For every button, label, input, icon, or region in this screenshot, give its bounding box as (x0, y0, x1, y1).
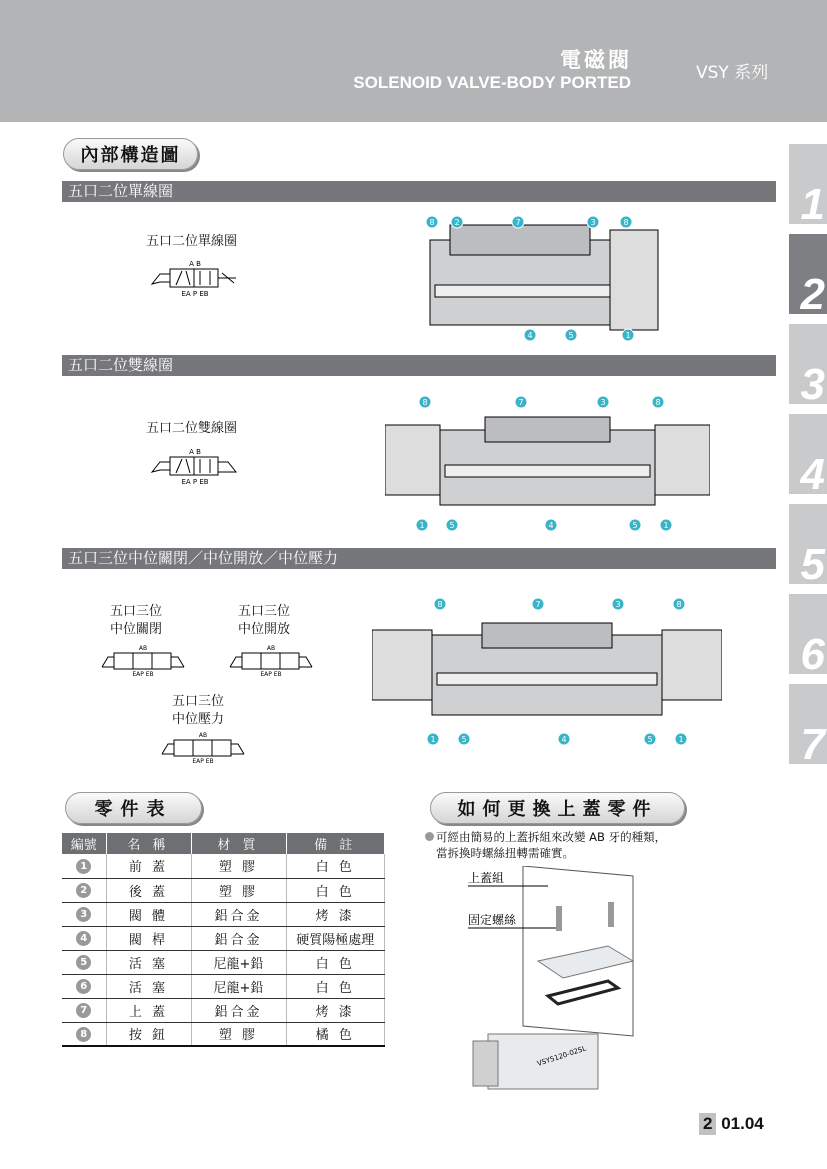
tab-1[interactable]: 1 (789, 144, 827, 224)
col-remark: 備 註 (286, 833, 385, 854)
callout-number: 1 (678, 735, 684, 744)
chapter-tabs (789, 144, 827, 774)
ports-bottom: EA P EB (181, 290, 209, 298)
tab-7[interactable]: 7 (789, 684, 827, 764)
ports-top: A B (189, 260, 201, 268)
callout-number: 5 (449, 521, 455, 530)
callout-number: 4 (561, 735, 567, 744)
table-row: 3 閥 體 鋁合金 烤 漆 (62, 902, 385, 926)
callout-number: 5 (632, 521, 638, 530)
tab-2[interactable]: 2 (789, 234, 827, 314)
callout-number: 1 (430, 735, 436, 744)
callout-number: 1 (625, 331, 631, 340)
valve-symbol-single (150, 258, 240, 298)
header-title-zh: 電磁閥 (560, 48, 632, 72)
col-name: 名 稱 (106, 833, 191, 854)
valve-symbol-double (150, 446, 240, 486)
valve-symbol-open (228, 643, 314, 679)
symbol-label-closed: 五口三位 中位關閉 (110, 604, 163, 637)
table-row: 6 活 塞 尼龍+鉛 白 色 (62, 974, 385, 998)
table-row: 8 按 鈕 塑 膠 橘 色 (62, 1022, 385, 1046)
svg-text:AB: AB (138, 645, 148, 652)
callout-number: 8 (623, 218, 629, 227)
table-row: 4 閥 桿 鋁合金 硬質陽極處理 (62, 926, 385, 950)
svg-text:AB: AB (266, 645, 276, 652)
symbol-label-single: 五口二位單線圈 (146, 234, 238, 249)
callout-number: 8 (655, 398, 661, 407)
col-no: 編號 (62, 833, 106, 854)
howto-title: 如何更換上蓋零件 (430, 792, 685, 824)
callout-number: 8 (429, 218, 435, 227)
parts-table (62, 833, 385, 1047)
svg-text:A B: A B (189, 448, 201, 456)
tab-5[interactable]: 5 (789, 504, 827, 584)
callout-number: 7 (535, 600, 541, 609)
svg-text:EAP EB: EAP EB (260, 671, 282, 678)
valve-symbol-closed (100, 643, 186, 679)
svg-text:EA P EB: EA P EB (181, 478, 209, 486)
symbol-label-open: 五口三位 中位開放 (238, 604, 291, 637)
bar-double: 五口二位雙線圈 (62, 355, 776, 376)
section-title: 內部構造圖 (63, 138, 198, 170)
table-row: 2 後 蓋 塑 膠 白 色 (62, 878, 385, 902)
table-row: 1 前 蓋 塑 膠 白 色 (62, 854, 385, 878)
table-row: 7 上 蓋 鋁合金 烤 漆 (62, 998, 385, 1022)
callout-number: 8 (437, 600, 443, 609)
svg-text:EAP EB: EAP EB (192, 758, 214, 765)
cross-section-double (385, 395, 710, 533)
howto-note: 可經由簡易的上蓋拆組來改變 AB 牙的種類， 當拆換時螺絲扭轉需確實。 (425, 829, 666, 861)
callout-number: 3 (600, 398, 606, 407)
svg-text:EAP EB: EAP EB (132, 671, 154, 678)
col-material: 材 質 (191, 833, 286, 854)
cover-replacement-illustration (468, 866, 688, 1101)
valve-symbol-pressure (160, 730, 246, 766)
label-screw: 固定螺絲 (468, 913, 517, 927)
callout-number: 1 (419, 521, 425, 530)
callout-number: 4 (527, 331, 533, 340)
product-label: VSY5120-02SL (536, 1044, 588, 1068)
symbol-label-pressure: 五口三位 中位壓力 (172, 694, 225, 727)
symbol-label-double: 五口二位雙線圈 (146, 421, 238, 436)
header-title-en: SOLENOID VALVE-BODY PORTED (353, 73, 631, 92)
svg-text:AB: AB (198, 732, 208, 739)
bar-three-position: 五口三位中位關閉／中位開放／中位壓力 (62, 548, 776, 569)
page-header (0, 0, 827, 122)
tab-6[interactable]: 6 (789, 594, 827, 674)
parts-title: 零件表 (65, 792, 202, 824)
callout-number: 5 (568, 331, 574, 340)
callout-number: 8 (422, 398, 428, 407)
callout-number: 2 (454, 218, 460, 227)
cross-section-single (420, 215, 660, 343)
callout-number: 7 (515, 218, 521, 227)
bullet-icon (425, 832, 434, 841)
header-series: VSY 系列 (696, 63, 769, 83)
bar-single: 五口二位單線圈 (62, 181, 776, 202)
label-cover: 上蓋組 (468, 871, 505, 885)
callout-number: 8 (676, 600, 682, 609)
page-number: 2 01.04 (699, 1113, 764, 1135)
callout-number: 7 (518, 398, 524, 407)
callout-number: 1 (663, 521, 669, 530)
cross-section-three (372, 595, 722, 747)
table-row: 5 活 塞 尼龍+鉛 白 色 (62, 950, 385, 974)
callout-number: 3 (615, 600, 621, 609)
tab-3[interactable]: 3 (789, 324, 827, 404)
callout-number: 5 (647, 735, 653, 744)
callout-number: 5 (461, 735, 467, 744)
tab-4[interactable]: 4 (789, 414, 827, 494)
callout-number: 4 (548, 521, 554, 530)
callout-number: 3 (590, 218, 596, 227)
